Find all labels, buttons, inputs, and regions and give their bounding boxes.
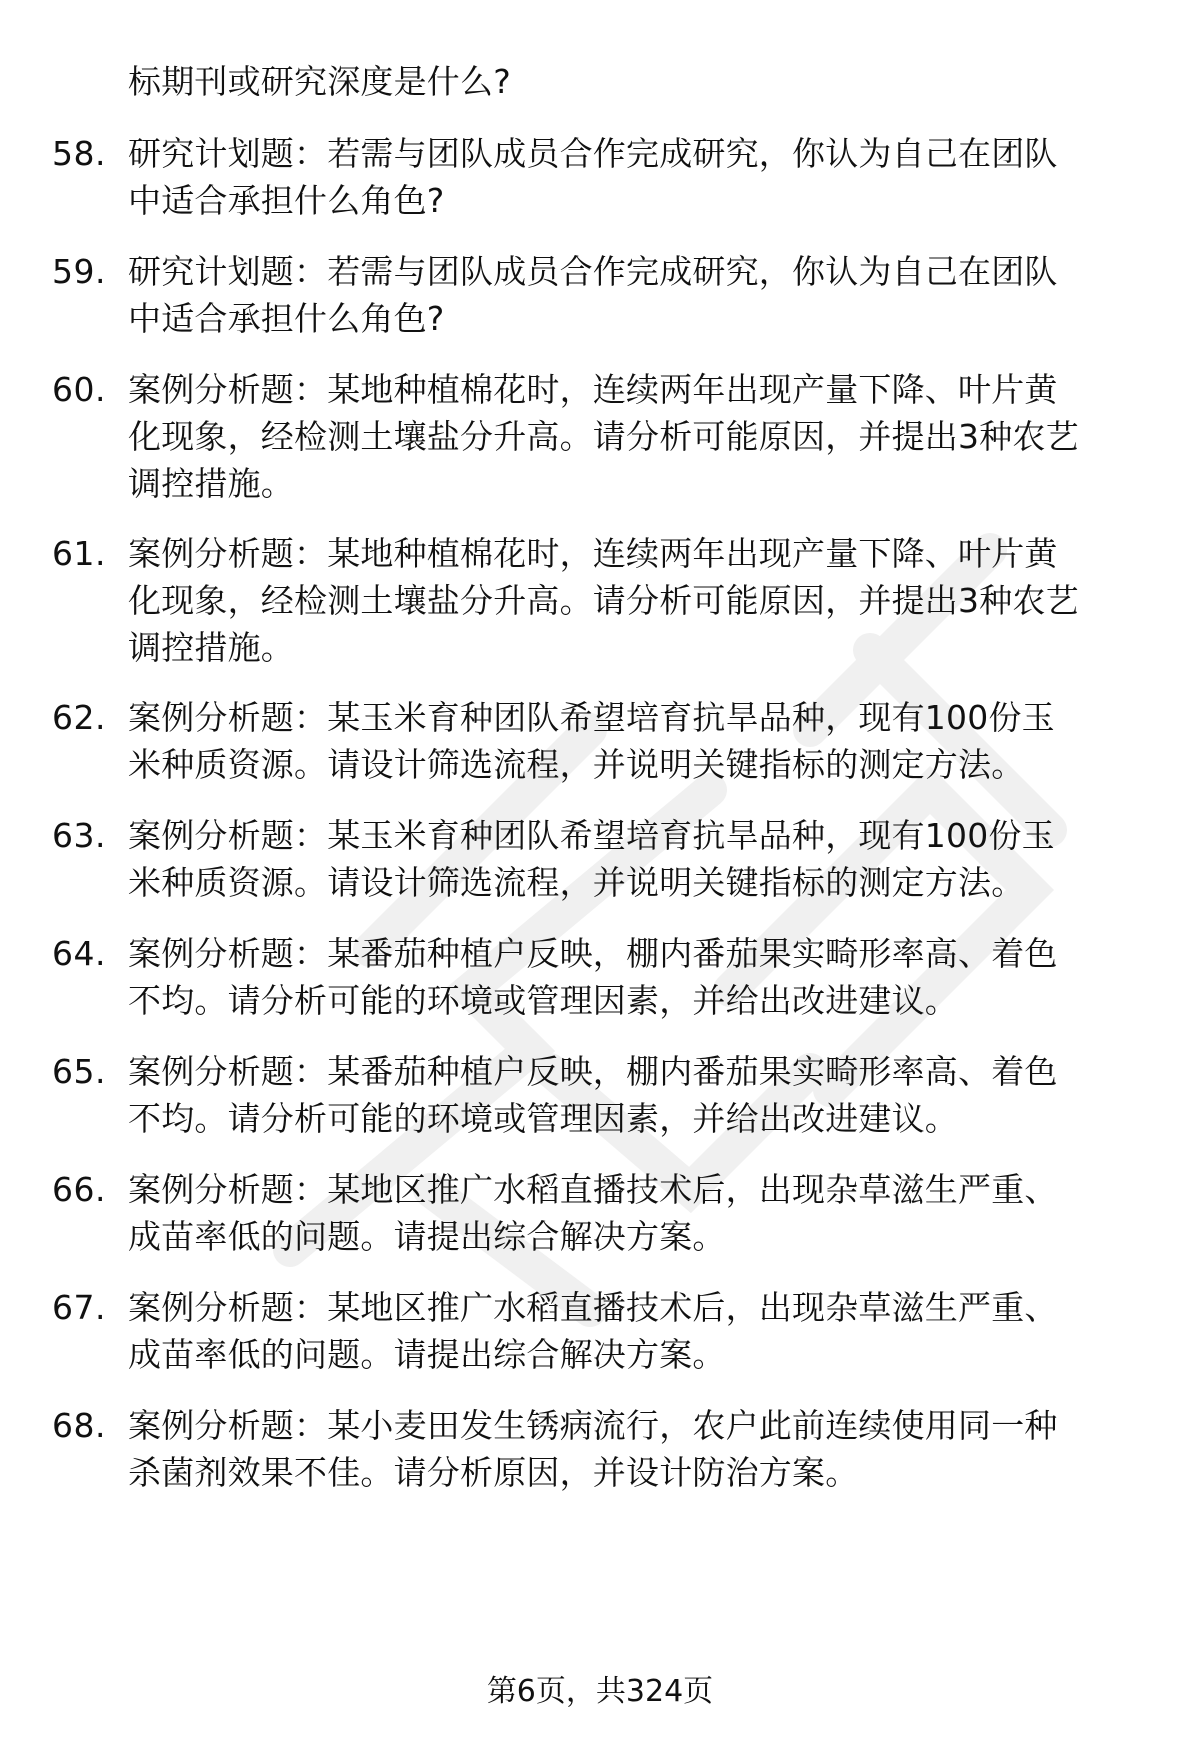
item-text: 案例分析题：某地区推广水稻直播技术后，出现杂草滋生严重、 成苗率低的问题。请提出综合解决方案。 xyxy=(128,1170,1058,1256)
item-text: 案例分析题：某玉米育种团队希望培育抗旱品种，现有100份玉 米种质资源。请设计筛选流程，并说明关键指标的测定方法。 xyxy=(128,816,1055,902)
item-number: 60. xyxy=(52,370,106,409)
item-number: 64. xyxy=(52,934,106,973)
item-text: 案例分析题：某番茄种植户反映，棚内番茄果实畸形率高、着色 不均。请分析可能的环境或管理因素，并给出改进建议。 xyxy=(128,1052,1058,1138)
item-text: 案例分析题：某番茄种植户反映，棚内番茄果实畸形率高、着色 不均。请分析可能的环境或管理因素，并给出改进建议。 xyxy=(128,934,1058,1020)
item-number: 68. xyxy=(52,1406,106,1445)
item-number: 67. xyxy=(52,1288,106,1327)
item-number: 59. xyxy=(52,252,106,291)
item-number: 65. xyxy=(52,1052,106,1091)
item-text: 案例分析题：某玉米育种团队希望培育抗旱品种，现有100份玉 米种质资源。请设计筛选流程，并说明关键指标的测定方法。 xyxy=(128,698,1055,784)
item-number: 66. xyxy=(52,1170,106,1209)
item-text: 案例分析题：某地区推广水稻直播技术后，出现杂草滋生严重、 成苗率低的问题。请提出综合解决方案。 xyxy=(128,1288,1058,1374)
page-footer: 第6页，共324页 xyxy=(486,1674,714,1709)
item-text: 案例分析题：某小麦田发生锈病流行，农户此前连续使用同一种 杀菌剂效果不佳。请分析原因，并设计防治方案。 xyxy=(128,1406,1058,1492)
item-text: 案例分析题：某地种植棉花时，连续两年出现产量下降、叶片黄 化现象，经检测土壤盐分升高。请分析可能原因，并提出3种农艺 调控措施。 xyxy=(128,370,1079,503)
item-text: 研究计划题：若需与团队成员合作完成研究，你认为自己在团队 中适合承担什么角色? xyxy=(128,134,1058,220)
item-number: 61. xyxy=(52,534,106,573)
item-number: 63. xyxy=(52,816,106,855)
continuation-text: 标期刊或研究深度是什么? xyxy=(128,62,511,101)
item-text: 研究计划题：若需与团队成员合作完成研究，你认为自己在团队 中适合承担什么角色? xyxy=(128,252,1058,338)
item-number: 62. xyxy=(52,698,106,737)
item-text: 案例分析题：某地种植棉花时，连续两年出现产量下降、叶片黄 化现象，经检测土壤盐分升高。请分析可能原因，并提出3种农艺 调控措施。 xyxy=(128,534,1079,667)
item-number: 58. xyxy=(52,134,106,173)
